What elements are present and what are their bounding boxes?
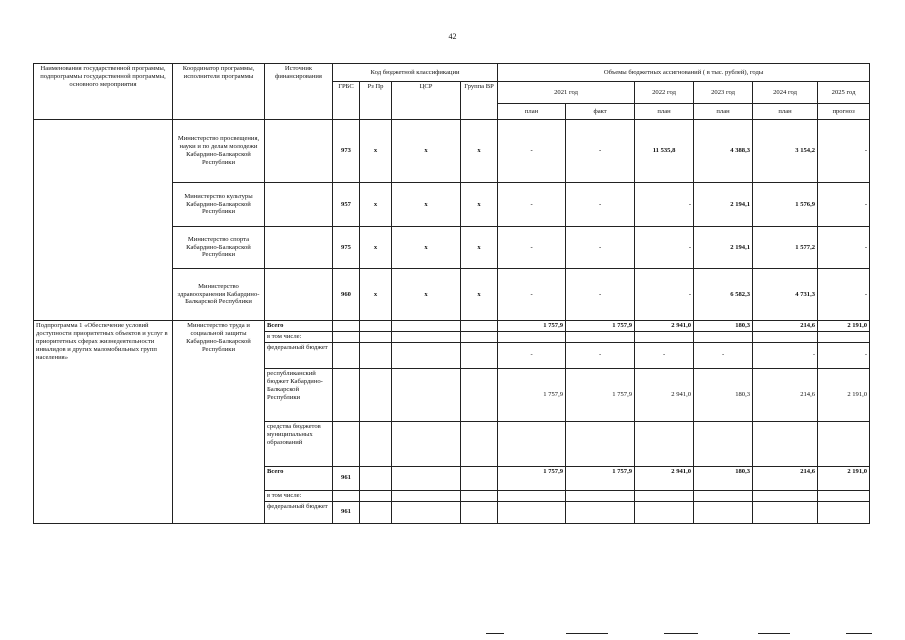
grbs-code xyxy=(333,331,360,342)
value-2024 xyxy=(753,331,818,342)
value-2022: 11 535,8 xyxy=(635,120,694,183)
csr-cell: x xyxy=(392,183,461,227)
header-2023: 2023 год xyxy=(694,82,753,104)
value-2024 xyxy=(753,501,818,523)
table-body xyxy=(34,120,870,524)
source-cell: федеральный бюджет xyxy=(265,501,333,523)
value-2024: 4 731,3 xyxy=(753,269,818,321)
value-2021-fact: - xyxy=(566,120,635,183)
value-2021-plan xyxy=(498,501,566,523)
value-2021-fact: - xyxy=(566,269,635,321)
value-2021-fact: - xyxy=(566,183,635,227)
grbs-code: 961 xyxy=(333,466,360,490)
value-2021-fact: 1 757,9 xyxy=(566,321,635,332)
grbs-code: 960 xyxy=(333,269,360,321)
source-cell: Всего xyxy=(265,321,333,332)
value-2023 xyxy=(694,331,753,342)
rzpr-cell: x xyxy=(360,227,392,269)
grbs-code xyxy=(333,490,360,501)
rzpr-cell: x xyxy=(360,269,392,321)
value-2025: - xyxy=(818,342,870,368)
value-2022: - xyxy=(635,342,694,368)
value-2024: 1 577,2 xyxy=(753,227,818,269)
ministry-name: Министерство просвещения, науки и по делам молодежи Кабардино-Балкарской Республики xyxy=(173,120,265,183)
value-2021-fact: 1 757,9 xyxy=(566,466,635,490)
value-2025: 2 191,0 xyxy=(818,466,870,490)
value-2024: 3 154,2 xyxy=(753,120,818,183)
value-2022 xyxy=(635,331,694,342)
value-2021-plan: - xyxy=(498,342,566,368)
value-2022 xyxy=(635,501,694,523)
header-name: Наименования государственной программы, подпрограммы государственной программы, основного мероприятия xyxy=(34,64,173,120)
vr-cell xyxy=(461,321,498,332)
vr-cell: x xyxy=(461,120,498,183)
value-2023: 2 194,1 xyxy=(694,227,753,269)
value-2023: - xyxy=(694,342,753,368)
grbs-code xyxy=(333,421,360,466)
header-grbs: ГРБС xyxy=(333,82,360,120)
budget-table xyxy=(33,63,870,524)
scan-mark xyxy=(758,633,790,634)
header-2022: 2022 год xyxy=(635,82,694,104)
value-2023: 4 388,3 xyxy=(694,120,753,183)
table-row xyxy=(34,321,870,332)
value-2022: - xyxy=(635,269,694,321)
table-header xyxy=(34,64,870,120)
table-cell xyxy=(265,269,333,321)
value-2021-plan: - xyxy=(498,227,566,269)
scan-mark xyxy=(566,633,608,634)
header-2024: 2024 год xyxy=(753,82,818,104)
ministry-name: Министерство спорта Кабардино-Балкарской Республики xyxy=(173,227,265,269)
header-2021: 2021 год xyxy=(498,82,635,104)
table-cell xyxy=(265,120,333,183)
source-cell: средства бюджетов муниципальных образований xyxy=(265,421,333,466)
value-2023 xyxy=(694,490,753,501)
source-cell: Всего xyxy=(265,466,333,490)
value-2025 xyxy=(818,331,870,342)
subprogram-name: Подпрограмма 1 «Обеспечение условий доступности приоритетных объектов и услуг в приоритетных сферах жизнедеятельности инвалидов и других маломобильных групп населения» xyxy=(34,321,173,524)
grbs-code xyxy=(333,368,360,421)
grbs-code xyxy=(333,321,360,332)
value-2021-fact: - xyxy=(566,342,635,368)
value-2025: 2 191,0 xyxy=(818,368,870,421)
table-cell-empty xyxy=(34,120,173,321)
value-2021-plan: - xyxy=(498,183,566,227)
ministry-name: Министерство здравоохранения Кабардино-Балкарской Республики xyxy=(173,269,265,321)
value-2022 xyxy=(635,490,694,501)
grbs-code xyxy=(333,342,360,368)
table-row xyxy=(34,120,870,183)
header-plan-2021: план xyxy=(498,104,566,120)
header-budget-code: Код бюджетной классификации xyxy=(333,64,498,82)
header-plan-2023: план xyxy=(694,104,753,120)
csr-cell: x xyxy=(392,120,461,183)
value-2025: - xyxy=(818,227,870,269)
vr-cell: x xyxy=(461,269,498,321)
header-csr: ЦСР xyxy=(392,82,461,120)
value-2022: 2 941,0 xyxy=(635,466,694,490)
value-2021-fact xyxy=(566,501,635,523)
value-2024: - xyxy=(753,342,818,368)
value-2024: 214,6 xyxy=(753,321,818,332)
value-2021-plan: 1 757,9 xyxy=(498,466,566,490)
csr-cell: x xyxy=(392,269,461,321)
header-coordinator: Координатор программы, исполнители программы xyxy=(173,64,265,120)
value-2025 xyxy=(818,501,870,523)
table-cell xyxy=(265,183,333,227)
value-2023 xyxy=(694,501,753,523)
value-2022: 2 941,0 xyxy=(635,321,694,332)
grbs-code: 975 xyxy=(333,227,360,269)
value-2021-plan xyxy=(498,490,566,501)
source-cell: республиканский бюджет Кабардино-Балкарской Республики xyxy=(265,368,333,421)
value-2021-fact: 1 757,9 xyxy=(566,368,635,421)
rzpr-cell: x xyxy=(360,183,392,227)
value-2021-plan: - xyxy=(498,269,566,321)
value-2023: 2 194,1 xyxy=(694,183,753,227)
header-volumes: Объемы бюджетных ассигнований ( в тыс. рублей), годы xyxy=(498,64,870,82)
source-cell: в том числе: xyxy=(265,331,333,342)
csr-cell: x xyxy=(392,227,461,269)
header-plan-2022: план xyxy=(635,104,694,120)
vr-cell: x xyxy=(461,227,498,269)
value-2025: - xyxy=(818,183,870,227)
grbs-code: 957 xyxy=(333,183,360,227)
value-2021-plan: 1 757,9 xyxy=(498,321,566,332)
value-2022: 2 941,0 xyxy=(635,368,694,421)
scan-mark xyxy=(846,633,872,634)
value-2025: 2 191,0 xyxy=(818,321,870,332)
header-rzpr: Рз Пр xyxy=(360,82,392,120)
header-forecast-2025: прогноз xyxy=(818,104,870,120)
value-2021-fact xyxy=(566,421,635,466)
value-2025 xyxy=(818,421,870,466)
source-cell: в том числе: xyxy=(265,490,333,501)
value-2021-plan: - xyxy=(498,120,566,183)
header-2025: 2025 год xyxy=(818,82,870,104)
value-2021-plan xyxy=(498,421,566,466)
scan-mark xyxy=(664,633,698,634)
header-fact-2021: факт xyxy=(566,104,635,120)
csr-cell xyxy=(392,321,461,332)
table-cell xyxy=(265,227,333,269)
source-cell: федеральный бюджет xyxy=(265,342,333,368)
ministry-name: Министерство культуры Кабардино-Балкарской Республики xyxy=(173,183,265,227)
value-2023: 180,3 xyxy=(694,321,753,332)
value-2022 xyxy=(635,421,694,466)
page-number: 42 xyxy=(448,32,457,41)
value-2024: 214,6 xyxy=(753,466,818,490)
value-2021-fact xyxy=(566,331,635,342)
value-2024: 1 576,9 xyxy=(753,183,818,227)
header-vr: Группа ВР xyxy=(461,82,498,120)
value-2021-fact xyxy=(566,490,635,501)
grbs-code: 961 xyxy=(333,501,360,523)
value-2024 xyxy=(753,421,818,466)
subprogram-coordinator: Министерство труда и социальной защиты Кабардино-Балкарской Республики xyxy=(173,321,265,524)
value-2024 xyxy=(753,490,818,501)
value-2022: - xyxy=(635,183,694,227)
value-2025: - xyxy=(818,269,870,321)
value-2021-plan: 1 757,9 xyxy=(498,368,566,421)
value-2023: 180,3 xyxy=(694,368,753,421)
header-source: Источник финансирования xyxy=(265,64,333,120)
rzpr-cell: x xyxy=(360,120,392,183)
value-2022: - xyxy=(635,227,694,269)
value-2021-plan xyxy=(498,331,566,342)
value-2023 xyxy=(694,421,753,466)
rzpr-cell xyxy=(360,321,392,332)
header-plan-2024: план xyxy=(753,104,818,120)
value-2021-fact: - xyxy=(566,227,635,269)
value-2024: 214,6 xyxy=(753,368,818,421)
value-2025: - xyxy=(818,120,870,183)
value-2025 xyxy=(818,490,870,501)
value-2023: 6 582,3 xyxy=(694,269,753,321)
value-2023: 180,3 xyxy=(694,466,753,490)
scan-mark xyxy=(486,633,504,634)
grbs-code: 973 xyxy=(333,120,360,183)
vr-cell: x xyxy=(461,183,498,227)
